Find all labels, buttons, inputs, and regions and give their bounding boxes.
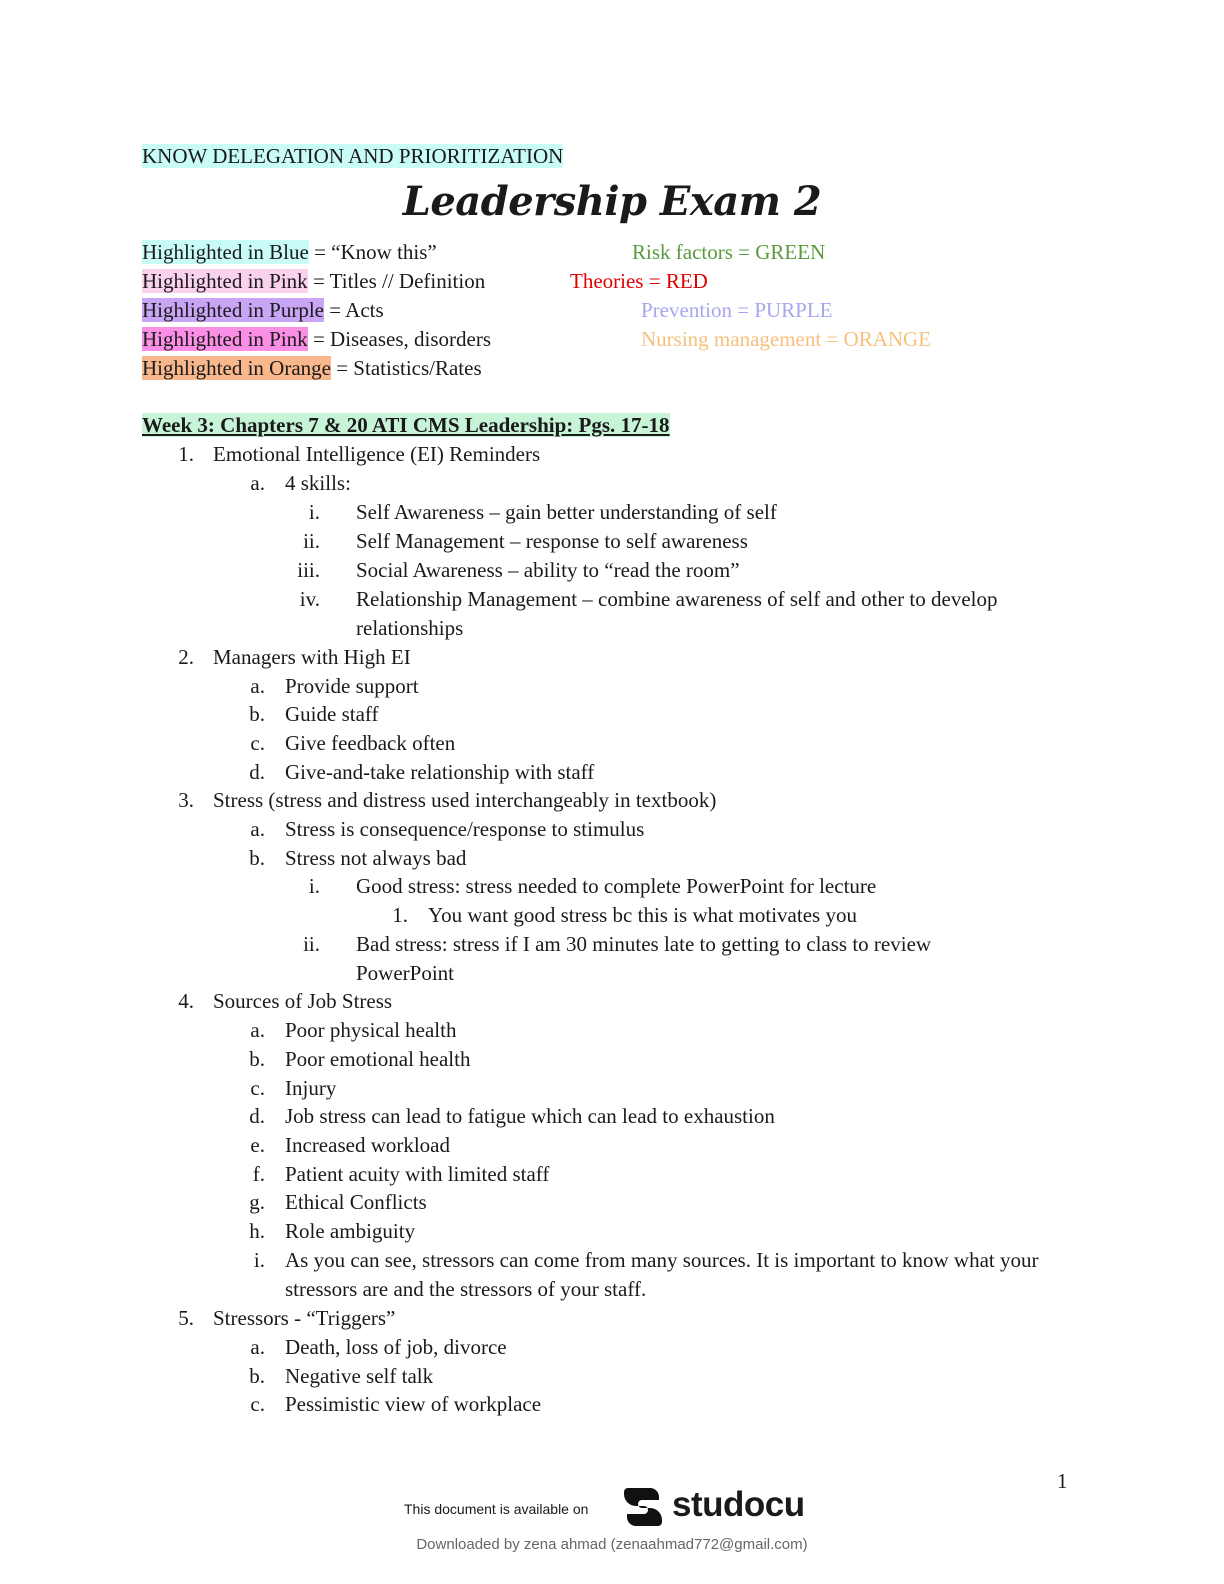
legend-nursing-management: Nursing management = ORANGE <box>641 327 932 351</box>
footer-available-text: This document is available on <box>404 1501 589 1517</box>
list-marker: a. <box>250 674 265 698</box>
download-notice: Downloaded by zena ahmad (zenaahmad772@gmail.com) <box>416 1536 808 1553</box>
legend-prevention: Prevention = PURPLE <box>641 298 833 322</box>
list-item-continued: stressors are and the stressors of your staff. <box>285 1277 647 1301</box>
studocu-logo-mark <box>620 1484 666 1530</box>
list-marker: 5. <box>178 1306 194 1330</box>
list-marker: iv. <box>299 587 320 611</box>
list-marker: a. <box>250 817 265 841</box>
list-item: Social Awareness – ability to “read the room” <box>356 558 740 582</box>
list-item: Pessimistic view of workplace <box>285 1392 542 1416</box>
list-item-continued: relationships <box>356 616 464 640</box>
list-marker: b. <box>249 846 265 870</box>
legend-theories: Theories = RED <box>570 269 708 293</box>
list-item: Job stress can lead to fatigue which can lead to exhaustion <box>285 1104 775 1128</box>
list-item: Increased workload <box>285 1133 451 1157</box>
list-marker: i. <box>308 874 320 898</box>
list-item: You want good stress bc this is what motivates you <box>428 903 857 927</box>
week-heading: Week 3: Chapters 7 & 20 ATI CMS Leadership: Pgs. 17-18 <box>142 413 670 437</box>
list-marker: c. <box>250 1392 265 1416</box>
list-item: Relationship Management – combine awareness of self and other to develop <box>356 587 998 611</box>
list-marker: 1. <box>178 442 194 466</box>
list-item: Injury <box>285 1076 337 1100</box>
list-item: Provide support <box>285 674 419 698</box>
legend-item: Highlighted in Pink = Diseases, disorders <box>142 327 491 351</box>
list-item: Death, loss of job, divorce <box>285 1335 507 1359</box>
list-marker: iii. <box>297 558 320 582</box>
list-item: Negative self talk <box>285 1364 434 1388</box>
legend-item: Highlighted in Orange = Statistics/Rates <box>142 356 482 380</box>
legend-item: Highlighted in Pink = Titles // Definition <box>142 269 486 293</box>
list-marker: d. <box>249 1104 265 1128</box>
list-marker: h. <box>249 1219 265 1243</box>
list-marker: b. <box>249 1364 265 1388</box>
list-item: Stress not always bad <box>285 846 467 870</box>
list-marker: d. <box>249 760 265 784</box>
list-item: Emotional Intelligence (EI) Reminders <box>213 442 541 466</box>
list-marker: i. <box>253 1248 265 1272</box>
list-item: Poor emotional health <box>285 1047 471 1071</box>
list-marker: ii. <box>303 932 320 956</box>
page-title: Leadership Exam 2 <box>402 178 822 225</box>
page-number: 1 <box>1057 1469 1068 1493</box>
list-marker: ii. <box>303 529 320 553</box>
legend-risk-factors: Risk factors = GREEN <box>632 240 826 264</box>
list-marker: 3. <box>178 788 194 812</box>
list-marker: b. <box>249 1047 265 1071</box>
legend-item: Highlighted in Blue = “Know this” <box>142 240 437 264</box>
list-item: Sources of Job Stress <box>213 989 393 1013</box>
list-marker: 2. <box>178 645 194 669</box>
list-item: Self Awareness – gain better understanding of self <box>356 500 777 524</box>
list-item: Stress (stress and distress used interchangeably in textbook) <box>213 788 717 812</box>
legend-item: Highlighted in Purple = Acts <box>142 298 384 322</box>
list-item: 4 skills: <box>285 471 351 495</box>
list-item: Role ambiguity <box>285 1219 416 1243</box>
list-item: As you can see, stressors can come from many sources. It is important to know what your <box>285 1248 1039 1272</box>
list-item: Bad stress: stress if I am 30 minutes late to getting to class to review <box>356 932 932 956</box>
list-item: Stressors - “Triggers” <box>213 1306 396 1330</box>
list-item-continued: PowerPoint <box>356 961 455 985</box>
list-item: Stress is consequence/response to stimulus <box>285 817 645 841</box>
list-marker: f. <box>252 1162 265 1186</box>
list-item: Ethical Conflicts <box>285 1190 427 1214</box>
list-marker: a. <box>250 1018 265 1042</box>
list-item: Self Management – response to self awareness <box>356 529 748 553</box>
studocu-logo-icon[interactable] <box>620 1484 666 1530</box>
list-marker: g. <box>249 1190 265 1214</box>
list-item: Managers with High EI <box>213 645 411 669</box>
studocu-brand[interactable]: studocu <box>672 1485 805 1524</box>
list-marker: c. <box>250 731 265 755</box>
list-marker: a. <box>250 1335 265 1359</box>
list-marker: 4. <box>178 989 194 1013</box>
list-item: Give feedback often <box>285 731 456 755</box>
list-item: Patient acuity with limited staff <box>285 1162 550 1186</box>
list-marker: b. <box>249 702 265 726</box>
list-item: Guide staff <box>285 702 379 726</box>
list-marker: 1. <box>392 903 408 927</box>
list-marker: i. <box>308 500 320 524</box>
list-marker: e. <box>250 1133 265 1157</box>
list-marker: c. <box>250 1076 265 1100</box>
list-item: Good stress: stress needed to complete PowerPoint for lecture <box>356 874 877 898</box>
list-marker: a. <box>250 471 265 495</box>
list-item: Give-and-take relationship with staff <box>285 760 595 784</box>
header-note: KNOW DELEGATION AND PRIORITIZATION <box>142 144 564 168</box>
list-item: Poor physical health <box>285 1018 457 1042</box>
